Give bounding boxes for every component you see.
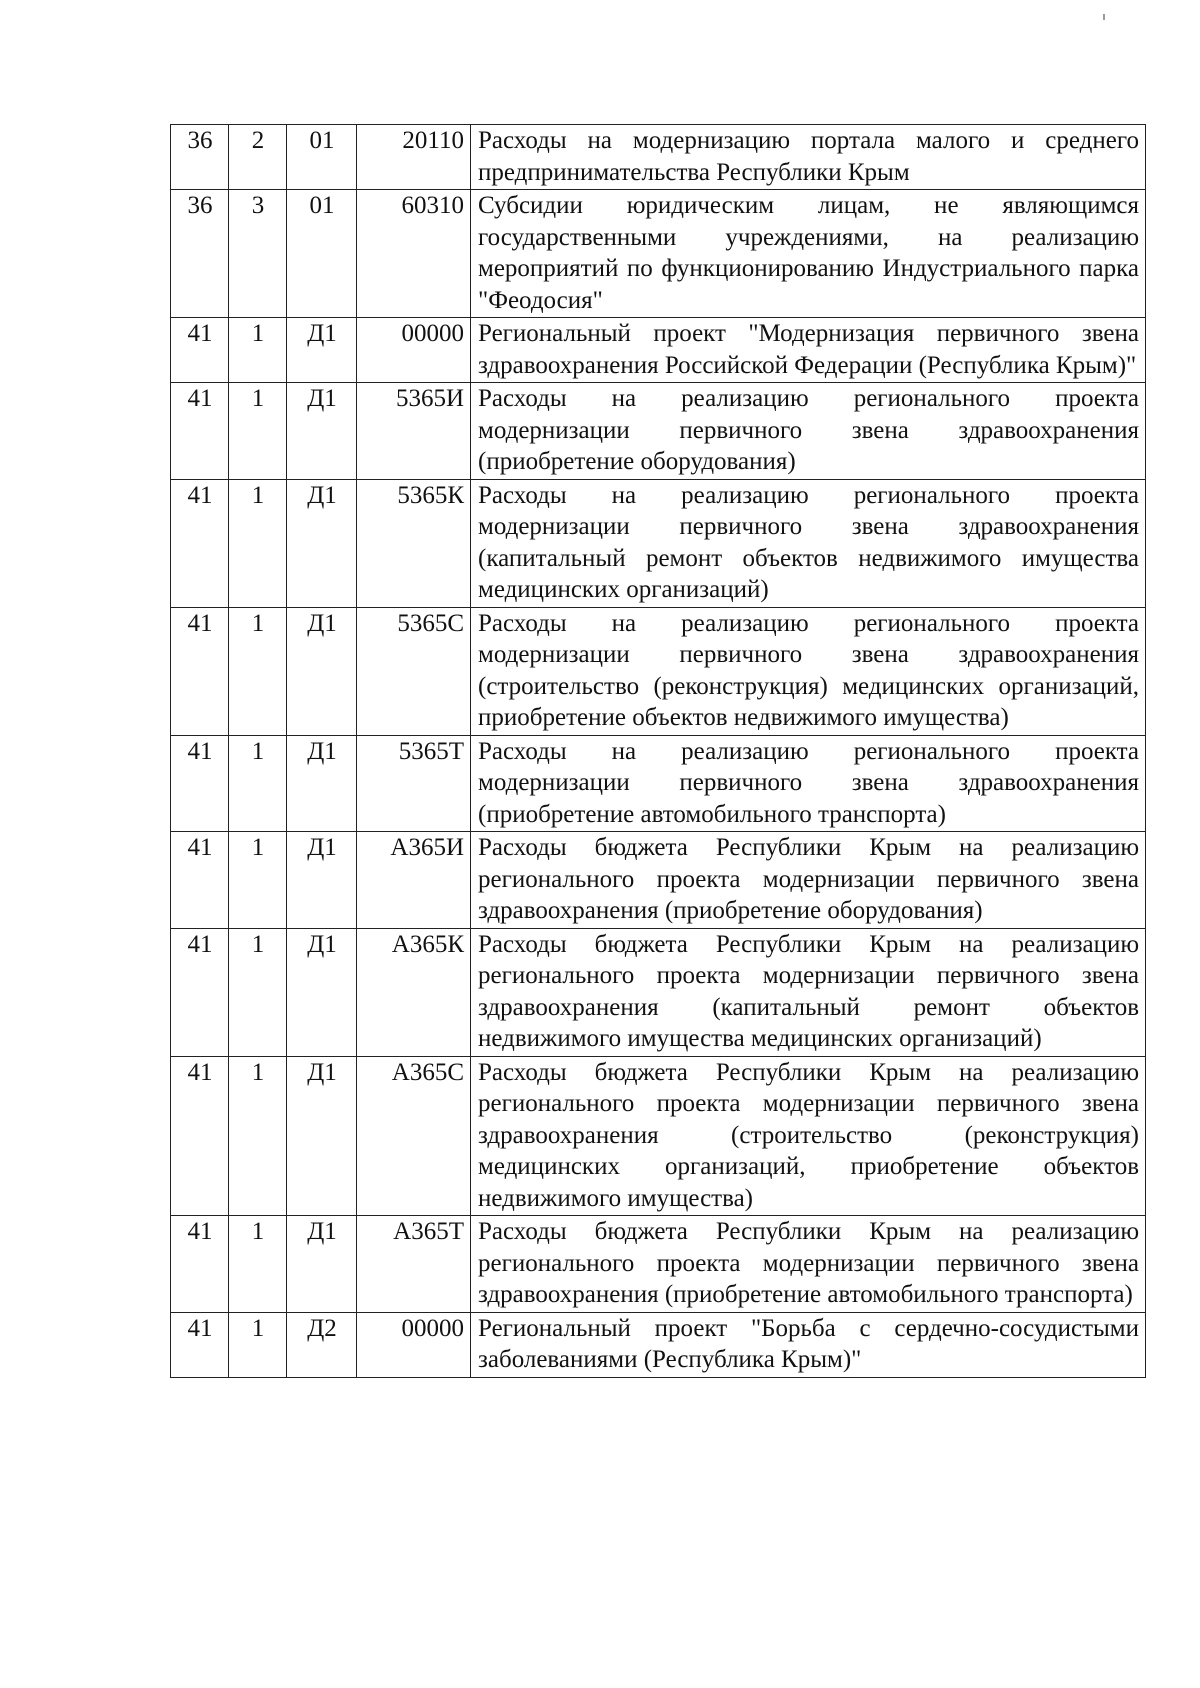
cell-program: 41: [171, 1216, 229, 1313]
cell-main-event: Д1: [287, 318, 357, 383]
cell-program: 41: [171, 383, 229, 480]
cell-direction-code: 00000: [357, 1312, 471, 1377]
cell-main-event: Д1: [287, 735, 357, 832]
cell-subprogram: 1: [229, 318, 287, 383]
cell-direction-code: А365И: [357, 832, 471, 929]
table-row: [171, 832, 1146, 929]
cell-main-event: 01: [287, 125, 357, 190]
cell-main-event: Д1: [287, 1216, 357, 1313]
cell-main-event: 01: [287, 190, 357, 318]
cell-description: Расходы бюджета Республики Крым на реализацию регионального проекта модернизации первичного звена здравоохранения (капитальный ремонт объектов недвижимого имущества медицинских организаций): [471, 928, 1146, 1056]
table-row: [171, 735, 1146, 832]
cell-main-event: Д1: [287, 383, 357, 480]
cell-description: Субсидии юридическим лицам, не являющимся государственными учреждениями, на реализацию мероприятий по функционированию Индустриального парка "Феодосия": [471, 190, 1146, 318]
cell-description: Расходы на реализацию регионального проекта модернизации первичного звена здравоохранения (строительство (реконструкция) медицинских организаций, приобретение объектов недвижимого имущества): [471, 607, 1146, 735]
cell-main-event: Д1: [287, 607, 357, 735]
table-row: [171, 1312, 1146, 1377]
table-row: [171, 190, 1146, 318]
cell-subprogram: 1: [229, 832, 287, 929]
cell-direction-code: А365Т: [357, 1216, 471, 1313]
cell-main-event: Д1: [287, 928, 357, 1056]
cell-subprogram: 1: [229, 607, 287, 735]
cell-description: Расходы на модернизацию портала малого и среднего предпринимательства Республики Крым: [471, 125, 1146, 190]
cell-program: 41: [171, 1056, 229, 1216]
table-body: [171, 125, 1146, 1378]
cell-description: Расходы на реализацию регионального проекта модернизации первичного звена здравоохранения (приобретение оборудования): [471, 383, 1146, 480]
cell-subprogram: 1: [229, 479, 287, 607]
table-row: [171, 1056, 1146, 1216]
cell-main-event: Д1: [287, 1056, 357, 1216]
cell-main-event: Д2: [287, 1312, 357, 1377]
cell-direction-code: 5365Т: [357, 735, 471, 832]
cell-direction-code: 60310: [357, 190, 471, 318]
table-row: [171, 607, 1146, 735]
cell-program: 36: [171, 190, 229, 318]
cell-description: Расходы бюджета Республики Крым на реализацию регионального проекта модернизации первичного звена здравоохранения (строительство (реконструкция) медицинских организаций, приобретение объектов недвижимого имущества): [471, 1056, 1146, 1216]
cell-program: 41: [171, 318, 229, 383]
cell-program: 41: [171, 1312, 229, 1377]
cell-program: 41: [171, 607, 229, 735]
scan-mark: [1103, 14, 1105, 20]
cell-description: Расходы бюджета Республики Крым на реализацию регионального проекта модернизации первичного звена здравоохранения (приобретение оборудования): [471, 832, 1146, 929]
cell-direction-code: 00000: [357, 318, 471, 383]
cell-description: Расходы на реализацию регионального проекта модернизации первичного звена здравоохранения (капитальный ремонт объектов недвижимого имущества медицинских организаций): [471, 479, 1146, 607]
cell-description: Региональный проект "Модернизация первичного звена здравоохранения Российской Федерации (Республика Крым)": [471, 318, 1146, 383]
table-row: [171, 125, 1146, 190]
cell-subprogram: 1: [229, 383, 287, 480]
cell-program: 41: [171, 735, 229, 832]
cell-direction-code: 5365К: [357, 479, 471, 607]
table-row: [171, 928, 1146, 1056]
table-row: [171, 1216, 1146, 1313]
cell-subprogram: 1: [229, 735, 287, 832]
table-row: [171, 479, 1146, 607]
cell-direction-code: 20110: [357, 125, 471, 190]
cell-direction-code: 5365С: [357, 607, 471, 735]
cell-subprogram: 1: [229, 1312, 287, 1377]
cell-program: 41: [171, 832, 229, 929]
cell-description: Региональный проект "Борьба с сердечно-сосудистыми заболеваниями (Республика Крым)": [471, 1312, 1146, 1377]
budget-classification-table: [170, 124, 1146, 1378]
cell-subprogram: 1: [229, 928, 287, 1056]
cell-program: 41: [171, 928, 229, 1056]
cell-subprogram: 3: [229, 190, 287, 318]
cell-subprogram: 1: [229, 1056, 287, 1216]
cell-main-event: Д1: [287, 832, 357, 929]
cell-direction-code: А365С: [357, 1056, 471, 1216]
cell-direction-code: 5365И: [357, 383, 471, 480]
cell-description: Расходы бюджета Республики Крым на реализацию регионального проекта модернизации первичного звена здравоохранения (приобретение автомобильного транспорта): [471, 1216, 1146, 1313]
cell-direction-code: А365К: [357, 928, 471, 1056]
cell-subprogram: 1: [229, 1216, 287, 1313]
cell-main-event: Д1: [287, 479, 357, 607]
cell-program: 41: [171, 479, 229, 607]
cell-subprogram: 2: [229, 125, 287, 190]
cell-program: 36: [171, 125, 229, 190]
cell-description: Расходы на реализацию регионального проекта модернизации первичного звена здравоохранения (приобретение автомобильного транспорта): [471, 735, 1146, 832]
table-row: [171, 383, 1146, 480]
table-row: [171, 318, 1146, 383]
